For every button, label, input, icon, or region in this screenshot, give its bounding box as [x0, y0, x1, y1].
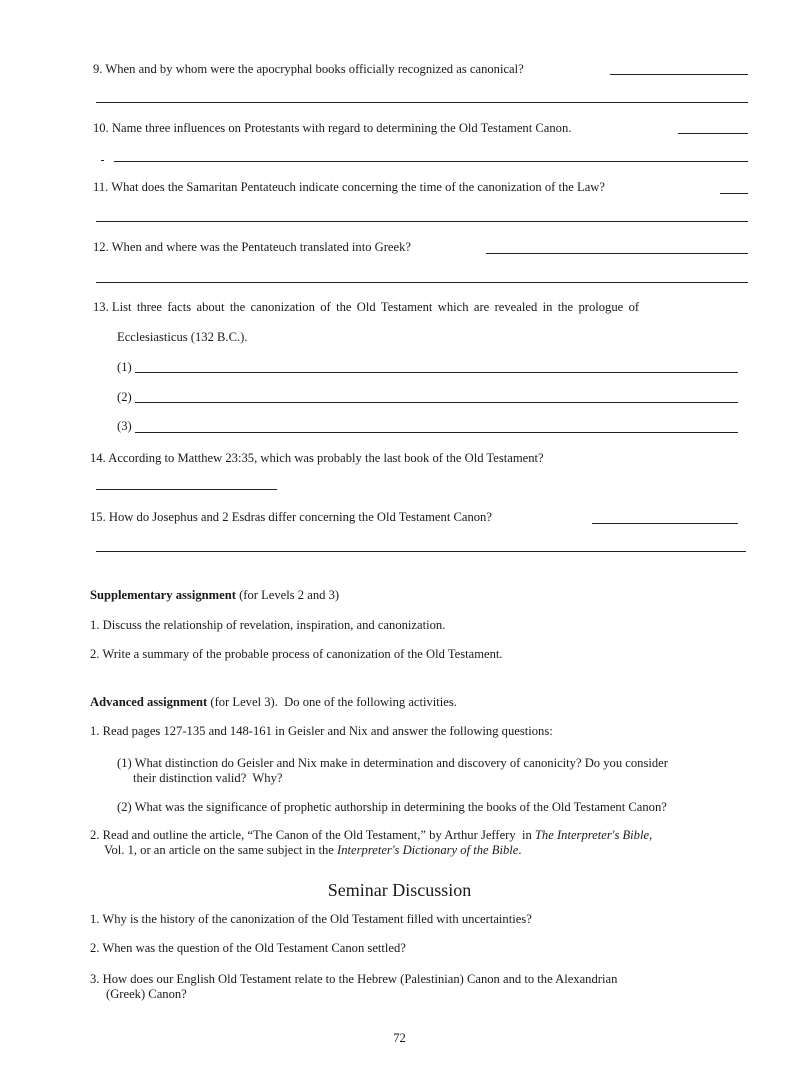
- question-9: [93, 62, 524, 77]
- advanced-sub-1-continued: their distinction valid? Why?: [133, 771, 283, 785]
- item-text: Discuss the relationship of revelation, inspiration, and canonization.: [102, 618, 446, 632]
- advanced-header: [90, 695, 457, 710]
- answer-line[interactable]: [96, 102, 748, 103]
- question-14: [90, 451, 544, 466]
- advanced-item-1: [90, 724, 553, 739]
- answer-line[interactable]: [96, 282, 748, 283]
- question-number: 15.: [90, 510, 106, 524]
- advanced-item-2-continued: [104, 843, 522, 858]
- sub-item-label: (1): [117, 360, 132, 374]
- question-11: [93, 180, 605, 195]
- sub-item-label: (2): [117, 390, 132, 404]
- question-number: 12.: [93, 240, 109, 254]
- advanced-sub-2: (2) What was the significance of prophetic authorship in determining the books of the Old Testament Canon?: [117, 800, 667, 814]
- question-text: List three facts about the canonization of the Old Testament which are revealed in the prologue of: [111, 300, 640, 314]
- question-10: [93, 121, 571, 136]
- advanced-sub-1: (1) What distinction do Geisler and Nix make in determination and discovery of canonicity? Do you consider: [117, 756, 668, 770]
- item-number: 2.: [90, 828, 100, 842]
- question-13-continued: Ecclesiasticus (132 B.C.).: [117, 330, 248, 344]
- answer-line[interactable]: [720, 193, 748, 194]
- question-13: [93, 300, 639, 315]
- answer-line[interactable]: [96, 551, 746, 552]
- question-text: When and where was the Pentateuch translated into Greek?: [111, 240, 412, 254]
- book-title: Interpreter's Dictionary of the Bible: [337, 843, 519, 857]
- question-text: When and by whom were the apocryphal books officially recognized as canonical?: [105, 62, 524, 76]
- item-text: How does our English Old Testament relate to the Hebrew (Palestinian) Canon and to the Alexandrian: [102, 972, 618, 986]
- answer-line[interactable]: [101, 160, 104, 161]
- advanced-item-2: [90, 828, 652, 843]
- answer-line[interactable]: [486, 253, 748, 254]
- seminar-item-3-continued: (Greek) Canon?: [106, 987, 187, 1001]
- advanced-title: Advanced assignment: [90, 695, 208, 709]
- question-number: 10.: [93, 121, 109, 135]
- question-number: 14.: [90, 451, 106, 465]
- item-number: 2.: [90, 941, 100, 955]
- question-text: Name three influences on Protestants with regard to determining the Old Testament Canon.: [111, 121, 572, 135]
- item-text-end: .: [518, 843, 522, 857]
- supplementary-item-1: [90, 618, 445, 633]
- section-heading: Seminar Discussion: [327, 880, 472, 900]
- page-number: 72: [393, 1031, 406, 1045]
- answer-line[interactable]: [592, 523, 738, 524]
- answer-line[interactable]: [96, 489, 277, 490]
- question-number: 9.: [93, 62, 103, 76]
- book-title: The Interpreter's Bible,: [534, 828, 653, 842]
- answer-line[interactable]: [96, 221, 748, 222]
- answer-line[interactable]: [114, 161, 748, 162]
- seminar-item-3: [90, 972, 617, 987]
- item-number: 1.: [90, 724, 100, 738]
- advanced-qualifier: (for Level 3). Do one of the following activities.: [210, 695, 457, 709]
- supplementary-header: [90, 588, 339, 603]
- item-number: 2.: [90, 647, 100, 661]
- item-number: 1.: [90, 618, 100, 632]
- answer-line[interactable]: [135, 432, 738, 433]
- supplementary-item-2: [90, 647, 503, 662]
- item-text: Why is the history of the canonization of the Old Testament filled with uncertainties?: [102, 912, 532, 926]
- item-number: 1.: [90, 912, 100, 926]
- item-text: When was the question of the Old Testament Canon settled?: [102, 941, 406, 955]
- answer-line[interactable]: [678, 133, 748, 134]
- answer-line[interactable]: [135, 372, 738, 373]
- question-text: What does the Samaritan Pentateuch indicate concerning the time of the canonization of the Law?: [111, 180, 605, 194]
- seminar-item-1: [90, 912, 532, 927]
- item-text: Write a summary of the probable process of canonization of the Old Testament.: [102, 647, 503, 661]
- seminar-item-2: [90, 941, 406, 956]
- question-15: [90, 510, 492, 525]
- question-number: 13.: [93, 300, 109, 314]
- item-number: 3.: [90, 972, 100, 986]
- item-text: Read pages 127-135 and 148-161 in Geisler and Nix and answer the following questions:: [102, 724, 553, 738]
- question-12: [93, 240, 411, 255]
- supplementary-qualifier: (for Levels 2 and 3): [239, 588, 340, 602]
- supplementary-title: Supplementary assignment: [90, 588, 236, 602]
- question-text: How do Josephus and 2 Esdras differ concerning the Old Testament Canon?: [108, 510, 492, 524]
- answer-line[interactable]: [135, 402, 738, 403]
- question-text: According to Matthew 23:35, which was probably the last book of the Old Testament?: [108, 451, 544, 465]
- item-text: Read and outline the article, “The Canon of the Old Testament,” by Arthur Jeffery in: [102, 828, 535, 842]
- answer-line[interactable]: [610, 74, 748, 75]
- item-text: Vol. 1, or an article on the same subject in the: [104, 843, 338, 857]
- sub-item-label: (3): [117, 419, 132, 433]
- question-number: 11.: [93, 180, 109, 194]
